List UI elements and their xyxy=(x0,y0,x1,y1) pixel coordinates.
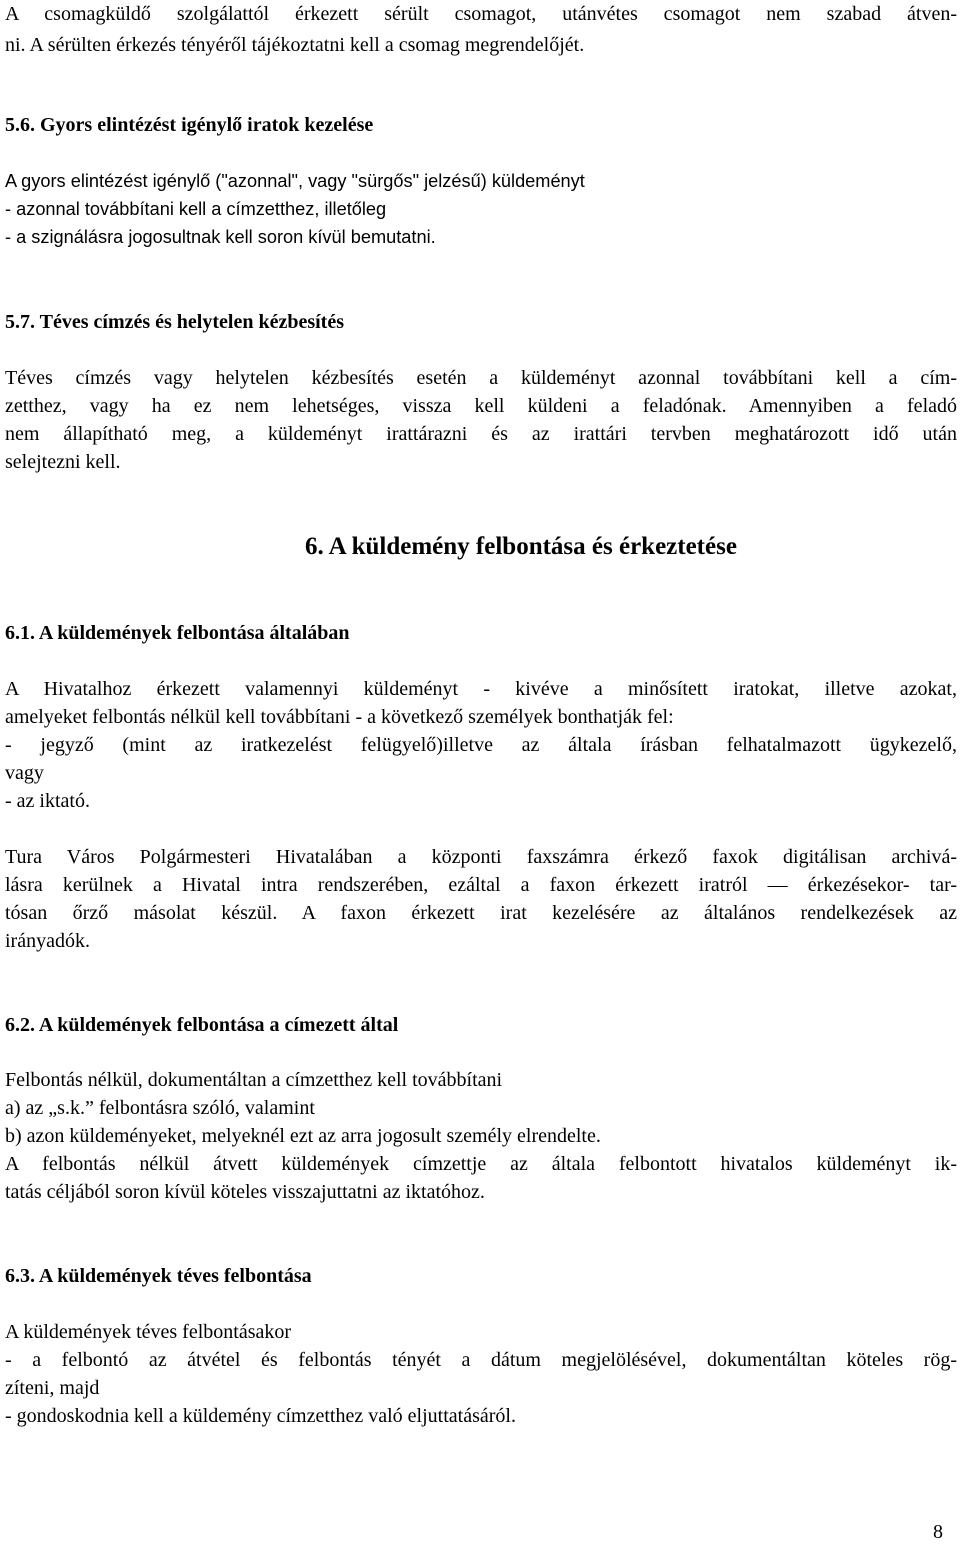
section-5-7-heading: 5.7. Téves címzés és helytelen kézbesítés xyxy=(5,311,344,333)
section-6-1-fax-line-4: irányadók. xyxy=(5,930,90,952)
section-6-1-line-3: - jegyző (mint az iratkezelést felügyelő)illetve az általa írásban felhatalmazott ügykezelő, xyxy=(5,734,957,756)
section-5-7-line-3: nem állapítható meg, a küldeményt irattárazni és az irattári tervben meghatározott idő után xyxy=(5,423,957,445)
section-5-6-line-1: A gyors elintézést igénylő ("azonnal", vagy "sürgős" jelzésű) küldeményt xyxy=(5,171,585,191)
section-6-2-line-3: b) azon küldeményeket, melyeknél ezt az arra jogosult személy elrendelte. xyxy=(5,1125,601,1147)
intro-line-1: A csomagküldő szolgálattól érkezett sérült csomagot, utánvétes csomagot nem szabad átven- xyxy=(5,3,957,25)
section-6-1-line-2: amelyeket felbontás nélkül kell továbbítani - a következő személyek bonthatják fel: xyxy=(5,706,674,728)
section-6-1-line-5: - az iktató. xyxy=(5,790,90,812)
section-6-2-heading: 6.2. A küldemények felbontása a címezett által xyxy=(5,1014,399,1036)
chapter-6-title: 6. A küldemény felbontása és érkeztetése xyxy=(305,533,737,560)
section-5-7-line-4: selejtezni kell. xyxy=(5,451,121,473)
section-5-6-line-2: - azonnal továbbítani kell a címzetthez, illetőleg xyxy=(5,199,387,219)
section-6-1-fax-line-2: lásra kerülnek a Hivatal intra rendszerében, ezáltal a faxon érkezett iratról — érkezésekor- tar- xyxy=(5,874,957,896)
section-6-3-line-3: zíteni, majd xyxy=(5,1377,100,1399)
section-6-2-line-1: Felbontás nélkül, dokumentáltan a címzetthez kell továbbítani xyxy=(5,1069,503,1091)
section-5-6-line-3: - a szignálásra jogosultnak kell soron kívül bemutatni. xyxy=(5,227,436,247)
section-5-6-heading: 5.6. Gyors elintézést igénylő iratok kezelése xyxy=(5,114,374,136)
section-5-7-line-2: zetthez, vagy ha ez nem lehetséges, vissza kell küldeni a feladónak. Amennyiben a feladó xyxy=(5,395,957,417)
section-5-7-line-1: Téves címzés vagy helytelen kézbesítés esetén a küldeményt azonnal továbbítani kell a cím- xyxy=(5,367,957,389)
section-6-2-line-5: tatás céljából soron kívül köteles visszajuttatni az iktatóhoz. xyxy=(5,1181,485,1203)
section-6-2-line-2: a) az „s.k.” felbontásra szóló, valamint xyxy=(5,1097,315,1119)
page-number: 8 xyxy=(933,1521,943,1543)
section-6-3-line-4: - gondoskodnia kell a küldemény címzetthez való eljuttatásáról. xyxy=(5,1405,516,1427)
section-6-1-fax-line-1: Tura Város Polgármesteri Hivatalában a központi faxszámra érkező faxok digitálisan archivá- xyxy=(5,846,957,868)
intro-line-2: ni. A sérülten érkezés tényéről tájékoztatni kell a csomag megrendelőjét. xyxy=(5,34,585,56)
section-6-1-line-4: vagy xyxy=(5,762,44,784)
section-6-1-line-1: A Hivatalhoz érkezett valamennyi küldeményt - kivéve a minősített iratokat, illetve azokat, xyxy=(5,678,957,700)
section-6-3-heading: 6.3. A küldemények téves felbontása xyxy=(5,1265,312,1287)
section-6-1-heading: 6.1. A küldemények felbontása általában xyxy=(5,622,350,644)
section-6-2-line-4: A felbontás nélkül átvett küldemények címzettje az általa felbontott hivatalos küldeményt ik- xyxy=(5,1153,957,1175)
section-6-1-fax-line-3: tósan őrző másolat készül. A faxon érkezett irat kezelésére az általános rendelkezések az xyxy=(5,902,957,924)
section-6-3-line-2: - a felbontó az átvétel és felbontás tényét a dátum megjelölésével, dokumentáltan köteles rög- xyxy=(5,1349,957,1371)
section-6-3-line-1: A küldemények téves felbontásakor xyxy=(5,1321,292,1343)
